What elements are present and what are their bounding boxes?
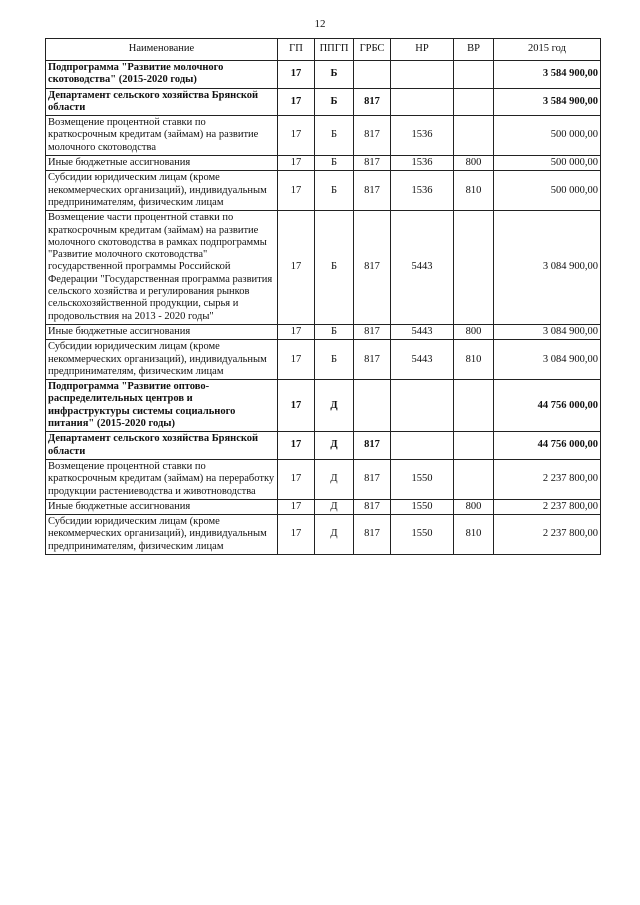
cell-nr	[391, 61, 454, 89]
cell-gp: 17	[278, 61, 315, 89]
cell-gp: 17	[278, 380, 315, 432]
cell-gp: 17	[278, 499, 315, 514]
cell-vr	[454, 211, 494, 325]
cell-ppgp: Д	[315, 380, 354, 432]
cell-amount: 3 584 900,00	[494, 88, 601, 116]
cell-vr: 810	[454, 515, 494, 555]
cell-nr: 1550	[391, 459, 454, 499]
cell-name: Иные бюджетные ассигнования	[46, 156, 278, 171]
cell-grbs	[354, 61, 391, 89]
table-row	[46, 88, 601, 116]
cell-gp: 17	[278, 171, 315, 211]
cell-name: Иные бюджетные ассигнования	[46, 499, 278, 514]
table-row	[46, 171, 601, 211]
cell-name: Возмещение части процентной ставки по краткосрочным кредитам (займам) на развитие молочного скотоводства в рамках подпрограммы "Развитие молочного скотоводства" государственной программы Российской Федерации "Государственная программа развития сельского хозяйства и регулирования рынков сельскохозяйственной продукции, сырья и продовольствия на 2013 - 2020 годы"	[46, 211, 278, 325]
cell-ppgp: Б	[315, 340, 354, 380]
cell-gp: 17	[278, 116, 315, 156]
cell-ppgp: Б	[315, 116, 354, 156]
header-vr: ВР	[454, 39, 494, 61]
cell-amount: 3 084 900,00	[494, 324, 601, 339]
cell-grbs: 817	[354, 432, 391, 460]
table-row	[46, 380, 601, 432]
cell-vr: 800	[454, 324, 494, 339]
cell-nr: 1536	[391, 171, 454, 211]
cell-vr	[454, 432, 494, 460]
cell-gp: 17	[278, 340, 315, 380]
cell-vr: 800	[454, 499, 494, 514]
cell-gp: 17	[278, 432, 315, 460]
cell-name: Департамент сельского хозяйства Брянской области	[46, 432, 278, 460]
table-row	[46, 116, 601, 156]
cell-name: Субсидии юридическим лицам (кроме некоммерческих организаций), индивидуальным предпринимателям, физическим лицам	[46, 515, 278, 555]
cell-nr	[391, 88, 454, 116]
cell-ppgp: Д	[315, 515, 354, 555]
cell-grbs: 817	[354, 88, 391, 116]
cell-vr	[454, 380, 494, 432]
cell-grbs: 817	[354, 171, 391, 211]
header-grbs: ГРБС	[354, 39, 391, 61]
cell-grbs: 817	[354, 459, 391, 499]
cell-grbs: 817	[354, 211, 391, 325]
header-gp: ГП	[278, 39, 315, 61]
cell-nr: 5443	[391, 340, 454, 380]
cell-amount: 44 756 000,00	[494, 432, 601, 460]
page-number: 12	[314, 18, 326, 30]
cell-amount: 3 084 900,00	[494, 340, 601, 380]
cell-name: Возмещение процентной ставки по краткосрочным кредитам (займам) на развитие молочного скотоводства	[46, 116, 278, 156]
header-amount: 2015 год	[494, 39, 601, 61]
cell-gp: 17	[278, 324, 315, 339]
cell-amount: 2 237 800,00	[494, 499, 601, 514]
cell-amount: 44 756 000,00	[494, 380, 601, 432]
cell-amount: 3 084 900,00	[494, 211, 601, 325]
cell-name: Иные бюджетные ассигнования	[46, 324, 278, 339]
cell-gp: 17	[278, 156, 315, 171]
cell-name: Подпрограмма "Развитие молочного скотоводства" (2015-2020 годы)	[46, 61, 278, 89]
header-ppgp: ППГП	[315, 39, 354, 61]
cell-grbs: 817	[354, 499, 391, 514]
cell-grbs	[354, 380, 391, 432]
table-row	[46, 499, 601, 514]
table-row	[46, 340, 601, 380]
cell-nr: 1550	[391, 515, 454, 555]
cell-amount: 2 237 800,00	[494, 459, 601, 499]
table-row	[46, 459, 601, 499]
cell-amount: 2 237 800,00	[494, 515, 601, 555]
cell-nr: 1550	[391, 499, 454, 514]
cell-vr: 810	[454, 340, 494, 380]
cell-grbs: 817	[354, 324, 391, 339]
cell-nr: 1536	[391, 116, 454, 156]
cell-ppgp: Б	[315, 88, 354, 116]
cell-vr: 810	[454, 171, 494, 211]
header-name: Наименование	[46, 39, 278, 61]
cell-name: Подпрограмма "Развитие оптово-распределительных центров и инфраструктуры системы социального питания" (2015-2020 годы)	[46, 380, 278, 432]
cell-gp: 17	[278, 211, 315, 325]
cell-vr	[454, 459, 494, 499]
cell-name: Департамент сельского хозяйства Брянской области	[46, 88, 278, 116]
cell-amount: 500 000,00	[494, 171, 601, 211]
table-row	[46, 156, 601, 171]
cell-vr	[454, 116, 494, 156]
cell-ppgp: Б	[315, 171, 354, 211]
cell-amount: 500 000,00	[494, 116, 601, 156]
cell-ppgp: Д	[315, 459, 354, 499]
cell-name: Возмещение процентной ставки по краткосрочным кредитам (займам) на переработку продукции растениеводства и животноводства	[46, 459, 278, 499]
table-row	[46, 515, 601, 555]
cell-vr	[454, 88, 494, 116]
cell-ppgp: Д	[315, 499, 354, 514]
table-header-row	[46, 39, 601, 61]
cell-nr: 5443	[391, 211, 454, 325]
cell-vr	[454, 61, 494, 89]
cell-ppgp: Б	[315, 211, 354, 325]
cell-grbs: 817	[354, 116, 391, 156]
cell-grbs: 817	[354, 156, 391, 171]
table-row	[46, 61, 601, 89]
cell-grbs: 817	[354, 340, 391, 380]
cell-ppgp: Б	[315, 156, 354, 171]
cell-grbs: 817	[354, 515, 391, 555]
table-row	[46, 211, 601, 325]
table-row	[46, 324, 601, 339]
cell-vr: 800	[454, 156, 494, 171]
cell-nr	[391, 432, 454, 460]
cell-nr: 1536	[391, 156, 454, 171]
cell-gp: 17	[278, 515, 315, 555]
budget-table	[45, 38, 601, 555]
cell-gp: 17	[278, 459, 315, 499]
cell-ppgp: Б	[315, 61, 354, 89]
cell-name: Субсидии юридическим лицам (кроме некоммерческих организаций), индивидуальным предпринимателям, физическим лицам	[46, 340, 278, 380]
cell-nr	[391, 380, 454, 432]
cell-nr: 5443	[391, 324, 454, 339]
cell-gp: 17	[278, 88, 315, 116]
cell-amount: 3 584 900,00	[494, 61, 601, 89]
cell-ppgp: Б	[315, 324, 354, 339]
cell-amount: 500 000,00	[494, 156, 601, 171]
cell-name: Субсидии юридическим лицам (кроме некоммерческих организаций), индивидуальным предпринимателям, физическим лицам	[46, 171, 278, 211]
header-nr: НР	[391, 39, 454, 61]
table-row	[46, 432, 601, 460]
cell-ppgp: Д	[315, 432, 354, 460]
